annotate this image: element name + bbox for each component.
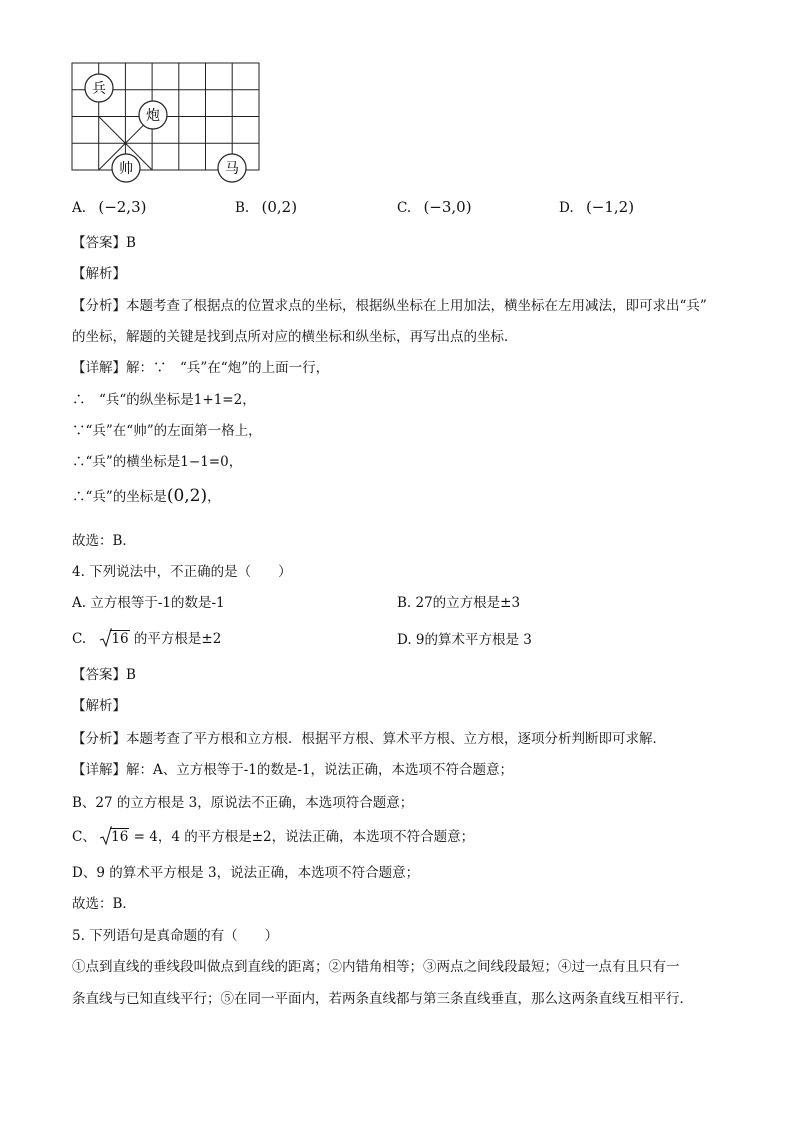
option-letter: B. — [235, 200, 250, 216]
q3-option-d — [559, 198, 634, 217]
q4-choose: 故选：B． — [72, 896, 136, 912]
q3-detail-5-text: ∴“兵”的坐标是 — [72, 489, 167, 505]
detail-c-prefix: C、 — [72, 829, 96, 845]
q4-detail-c — [72, 828, 474, 846]
piece-shuai — [112, 154, 140, 182]
option-letter: A. — [72, 200, 87, 216]
q4-detail-a: 【详解】解：A、立方根等于-1的数是-1，说法正确，本选项不符合题意； — [72, 762, 514, 778]
sqrt-radicand: 16 — [111, 829, 129, 845]
q5-statements-line-2: 条直线与已知直线平行；⑤在同一平面内，若两条直线都与第三条直线垂直，那么这两条直线互相平行． — [72, 991, 693, 1007]
q3-option-b — [235, 198, 297, 217]
q3-option-a — [72, 198, 146, 217]
piece-bing-label: 兵 — [92, 81, 106, 97]
q3-detail-line-3: ∵“兵”在“帅”的左面第一格上， — [72, 423, 262, 439]
q3-answer: 【答案】B — [72, 235, 136, 251]
piece-pao — [139, 101, 167, 129]
q3-detail-5-comma: ， — [207, 489, 221, 505]
option-value: (0,2) — [261, 198, 298, 216]
q3-choose: 故选：B． — [72, 533, 136, 549]
piece-bing — [85, 74, 113, 102]
piece-pao-label: 炮 — [146, 108, 160, 124]
option-letter: C. — [72, 631, 87, 647]
sqrt-radicand: 16 — [111, 631, 129, 647]
q3-fenxi-line-1: 【分析】本题考查了根据点的位置求点的坐标，根据纵坐标在上用加法，横坐标在左用减法，即可求出“兵” — [72, 298, 707, 314]
piece-shuai-label: 帅 — [119, 161, 133, 177]
q4-option-a: A. 立方根等于-1的数是-1 — [72, 595, 225, 611]
q3-detail-line-1: 【详解】解：∵ “兵”在“炮”的上面一行， — [72, 360, 330, 376]
q4-stem: 4. 下列说法中，不正确的是（ ） — [72, 564, 292, 580]
detail-c-rest: = 4，4 的平方根是±2，说法正确，本选项不符合题意； — [133, 829, 475, 845]
q5-statements-line-1: ①点到直线的垂线段叫做点到直线的距离；②内错角相等；③两点之间线段最短；④过一点有且只有一 — [72, 959, 680, 975]
q4-detail-b: B、27 的立方根是 3，原说法不正确，本选项符合题意； — [72, 795, 414, 811]
sqrt-expression — [100, 828, 129, 846]
piece-ma — [218, 154, 246, 182]
q4-option-d: D. 9的算术平方根是 3 — [397, 632, 532, 648]
option-value: (−3,0) — [423, 198, 472, 216]
option-letter: D. — [559, 200, 574, 216]
q3-detail-5-coord: (0,2) — [166, 486, 208, 506]
sqrt-expression — [100, 630, 129, 648]
option-value: (−1,2) — [585, 198, 635, 216]
chess-board-figure — [60, 55, 270, 187]
q4-analysis-heading: 【解析】 — [72, 698, 126, 714]
q3-analysis-heading: 【解析】 — [72, 266, 126, 282]
q3-detail-line-2: ∴ “兵“的纵坐标是1+1=2， — [72, 392, 256, 408]
q4-option-b: B. 27的立方根是±3 — [397, 595, 521, 611]
piece-ma-label: 马 — [225, 161, 239, 177]
q3-detail-line-4: ∴“兵”的横坐标是1−1=0， — [72, 454, 243, 470]
sqrt-sign-icon — [100, 826, 112, 846]
q4-answer: 【答案】B — [72, 667, 136, 683]
q4-detail-d: D、9 的算术平方根是 3，说法正确，本选项不符合题意； — [72, 865, 420, 881]
q4-fenxi: 【分析】本题考查了平方根和立方根．根据平方根、算术平方根、立方根，逐项分析判断即可求解． — [72, 731, 666, 747]
option-letter: C. — [397, 200, 412, 216]
q3-fenxi-line-2: 的坐标，解题的关键是找到点所对应的横坐标和纵坐标，再写出点的坐标． — [72, 329, 518, 345]
q5-stem: 5. 下列语句是真命题的有（ ） — [72, 928, 279, 944]
option-text: 的平方根是±2 — [133, 631, 222, 647]
option-value: (−2,3) — [98, 198, 147, 216]
q3-detail-line-5 — [72, 487, 221, 506]
q3-option-c — [397, 198, 472, 217]
sqrt-sign-icon — [100, 628, 112, 648]
q4-option-c — [72, 630, 221, 648]
